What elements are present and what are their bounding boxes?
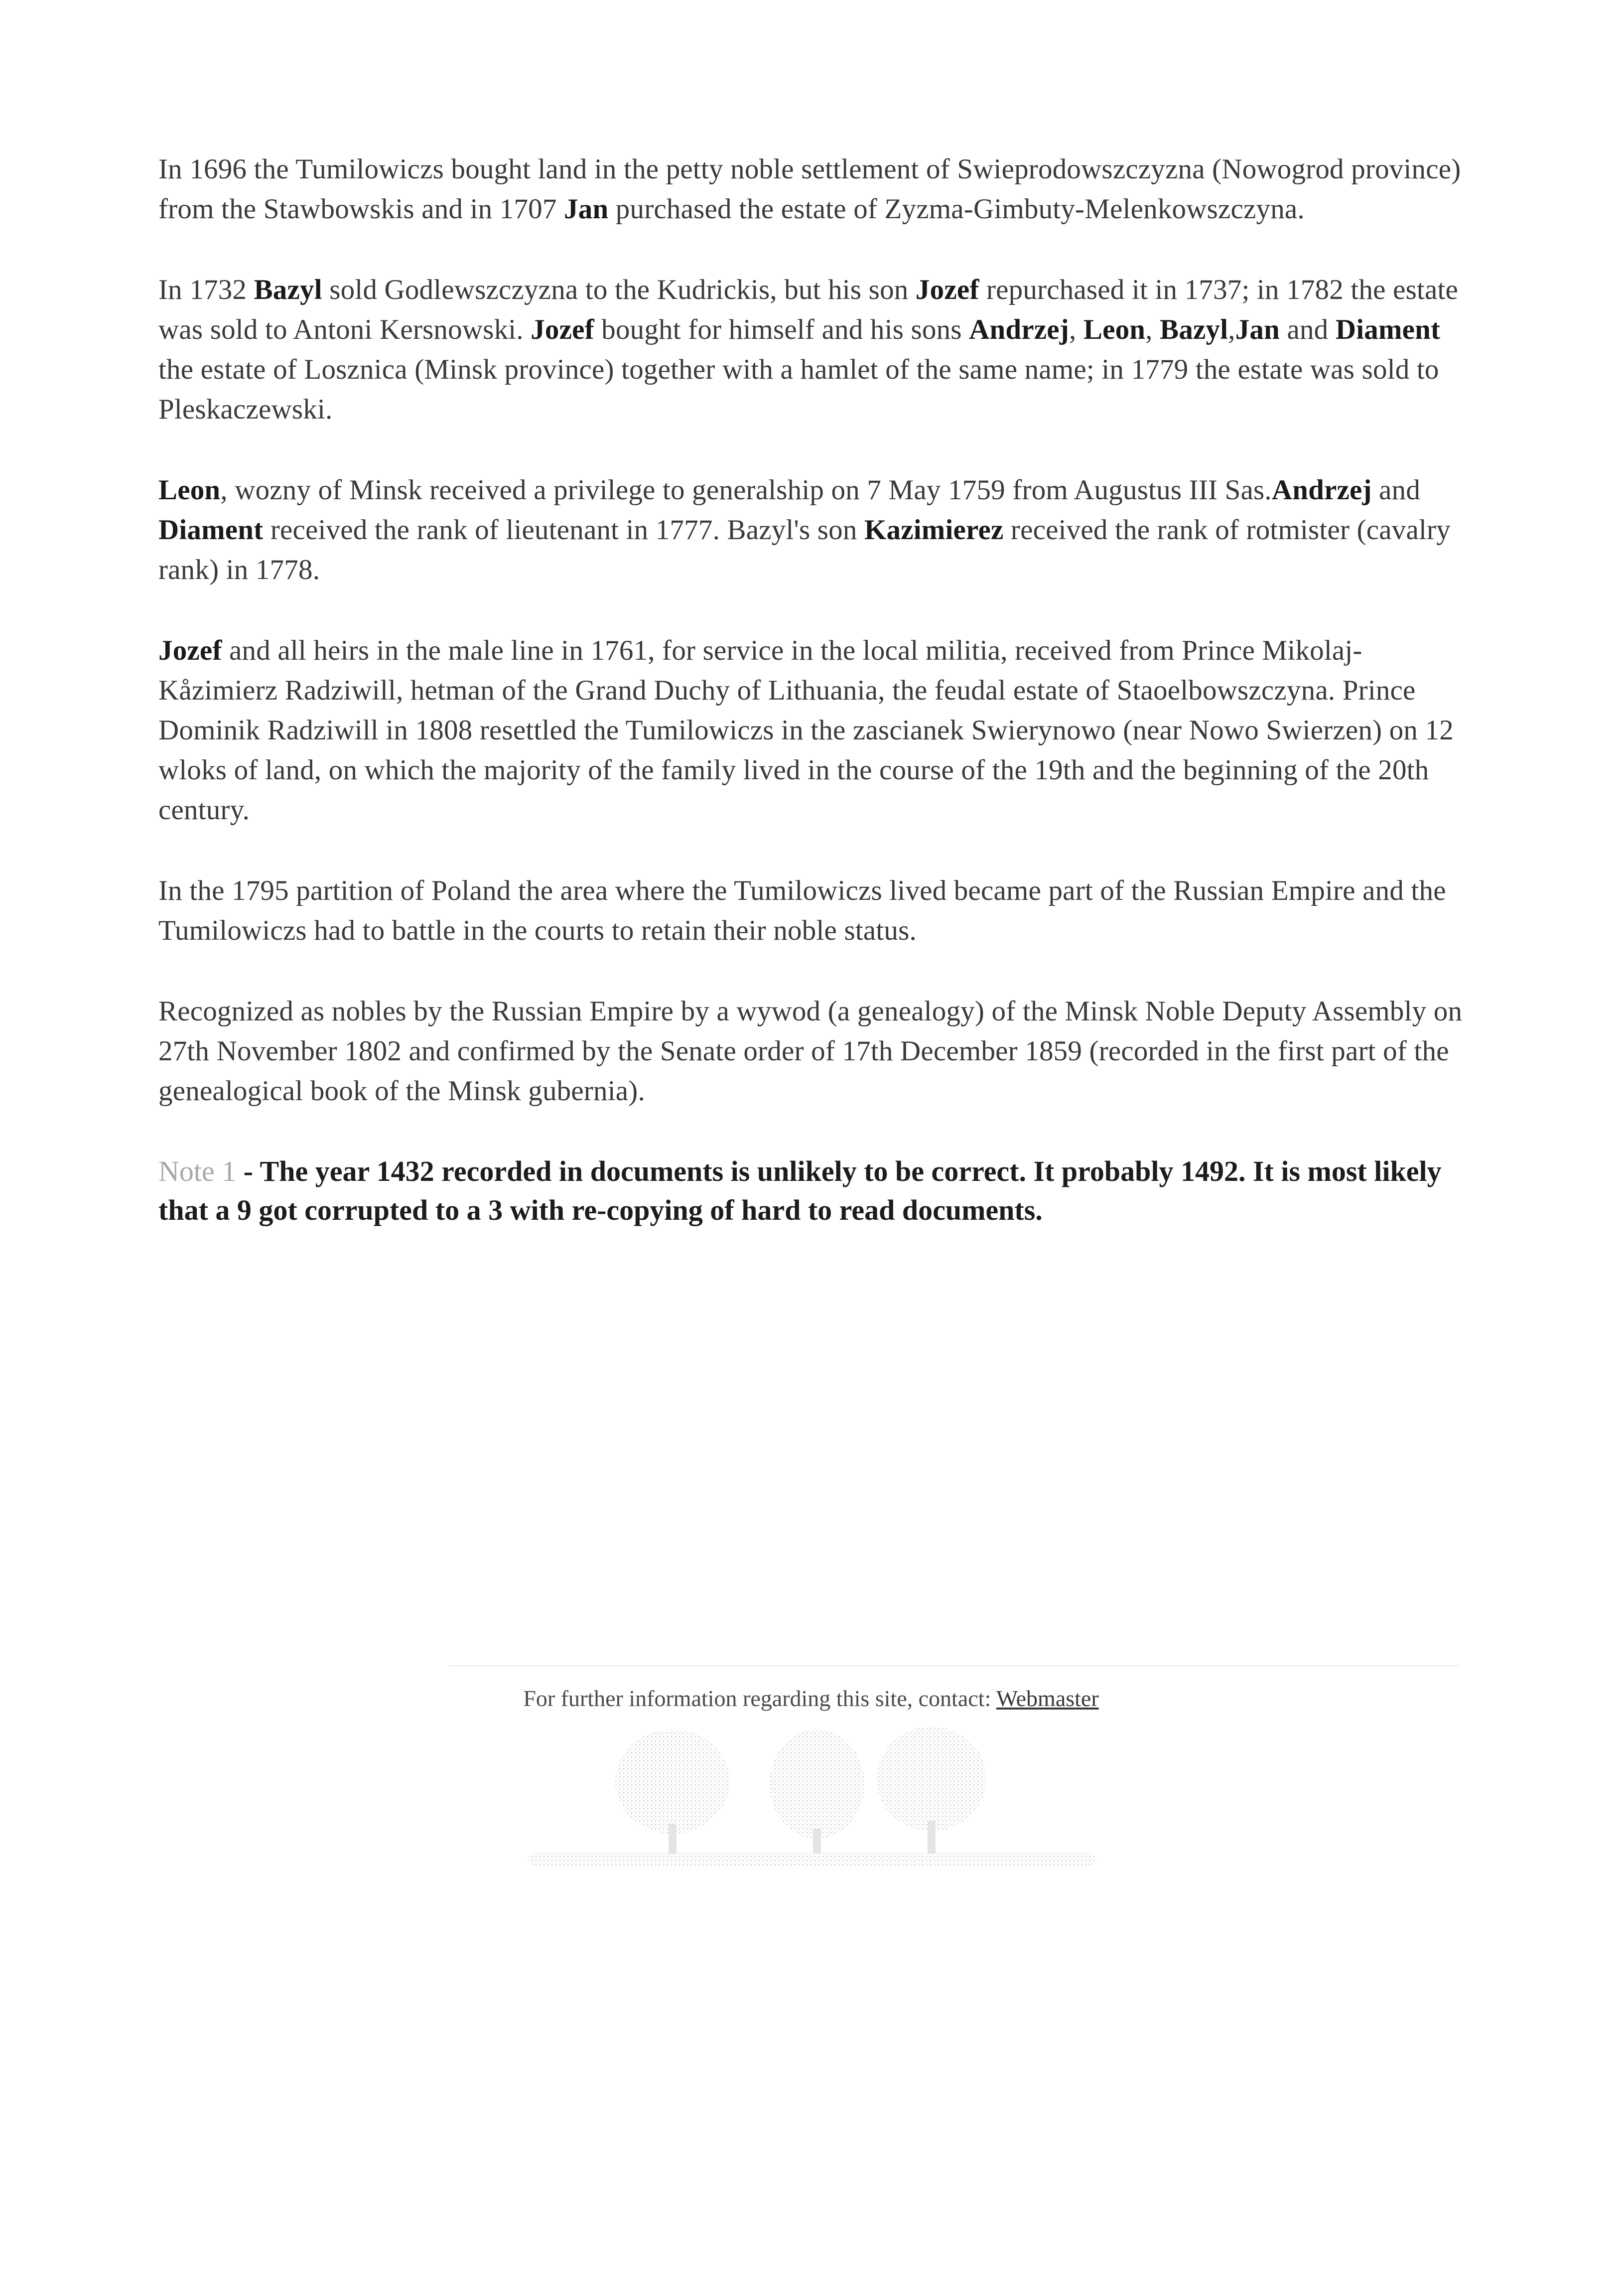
paragraph-text: and	[1280, 314, 1336, 345]
paragraph	[158, 871, 1474, 951]
paragraph-text: received the rank of rotmister (cavalry rank) in 1778.	[158, 514, 1451, 585]
tree-middle-icon	[770, 1729, 864, 1854]
bold-name: Jan	[1235, 314, 1280, 345]
paragraph	[158, 631, 1474, 830]
paragraph-text: , wozny of Minsk received a privilege to generalship on 7 May 1759 from Augustus III Sas.	[220, 474, 1272, 506]
tree-left-icon	[615, 1729, 730, 1854]
bold-name: Bazyl	[1160, 314, 1228, 345]
footnote-text: - The year 1432 recorded in documents is unlikely to be correct. It probably 1492. It is most likely that a 9 got corrupted to a 3 with re-copying of hard to read documents.	[158, 1155, 1442, 1226]
paragraph	[158, 149, 1474, 229]
paragraph-text: ,	[1069, 314, 1083, 345]
footnote	[158, 1152, 1474, 1230]
webmaster-link[interactable]: Webmaster	[996, 1686, 1099, 1711]
paragraph-text: In 1732	[158, 274, 254, 305]
tree-right-icon	[877, 1726, 986, 1854]
bold-name: Jozef	[531, 314, 594, 345]
bold-name: Kazimierez	[864, 514, 1004, 546]
paragraph-text: purchased the estate of Zyzma-Gimbuty-Melenkowszczyna.	[608, 193, 1305, 225]
paragraph-text: and	[1371, 474, 1421, 506]
footnote-label: Note 1	[158, 1155, 237, 1187]
bold-name: Leon	[158, 474, 221, 506]
footer	[0, 1685, 1622, 1712]
paragraph-text: repurchased it in 1737; in 1782 the estate was sold to Antoni Kersnowski.	[158, 274, 1459, 345]
three-trees-icon	[523, 1724, 1101, 1873]
paragraph	[158, 992, 1474, 1111]
paragraph-text: received the rank of lieutenant in 1777. Bazyl's son	[263, 514, 865, 546]
bold-name: Andrzej	[969, 314, 1069, 345]
document-body	[158, 149, 1474, 1230]
paragraph-text: and all heirs in the male line in 1761, for service in the local militia, received from Prince Mikolaj-Kåzimierz Radziwill, hetman of the Grand Duchy of Lithuania, the feudal estate of Staoelbowszczyna. Prince Dominik Radziwill in 1808 resettled the Tumilowiczs in the zascianek Swierynowo (near Nowo Swierzen) on 12 wloks of land, on which the majority of the family lived in the course of the 19th and the beginning of the 20th century.	[158, 635, 1454, 826]
footer-divider	[448, 1665, 1460, 1666]
paragraph-text: ,	[1228, 314, 1235, 345]
bold-name: Bazyl	[254, 274, 322, 305]
bold-name: Leon	[1083, 314, 1146, 345]
bold-name: Jan	[564, 193, 609, 225]
bold-name: Jozef	[158, 635, 222, 666]
paragraph-text: In the 1795 partition of Poland the area where the Tumilowiczs lived became part of the Russian Empire and the Tumilowiczs had to battle in the courts to retain their noble status.	[158, 875, 1446, 946]
bold-name: Jozef	[915, 274, 979, 305]
paragraph-text: sold Godlewszczyzna to the Kudrickis, but his son	[322, 274, 916, 305]
paragraph-text: ,	[1145, 314, 1160, 345]
paragraph-text: Recognized as nobles by the Russian Empire by a wywod (a genealogy) of the Minsk Noble Deputy Assembly on 27th November 1802 and confirmed by the Senate order of 17th December 1859 (recorded in the first part of the genealogical book of the Minsk gubernia).	[158, 996, 1463, 1107]
bold-name: Diament	[158, 514, 264, 546]
paragraph-text: In 1696 the Tumilowiczs bought land in the petty noble settlement of Swieprodowszczyzna (Nowogrod province) from the Stawbowskis and in 1707	[158, 153, 1461, 225]
paragraph-text: the estate of Losznica (Minsk province) together with a hamlet of the same name; in 1779 the estate was sold to Pleskaczewski.	[158, 354, 1439, 425]
paragraph	[158, 270, 1474, 430]
bold-name: Diament	[1335, 314, 1441, 345]
paragraph	[158, 470, 1474, 590]
paragraph-text: bought for himself and his sons	[594, 314, 969, 345]
bold-name: Andrzej	[1271, 474, 1372, 506]
footer-text: For further information regarding this site, contact:	[523, 1686, 996, 1711]
